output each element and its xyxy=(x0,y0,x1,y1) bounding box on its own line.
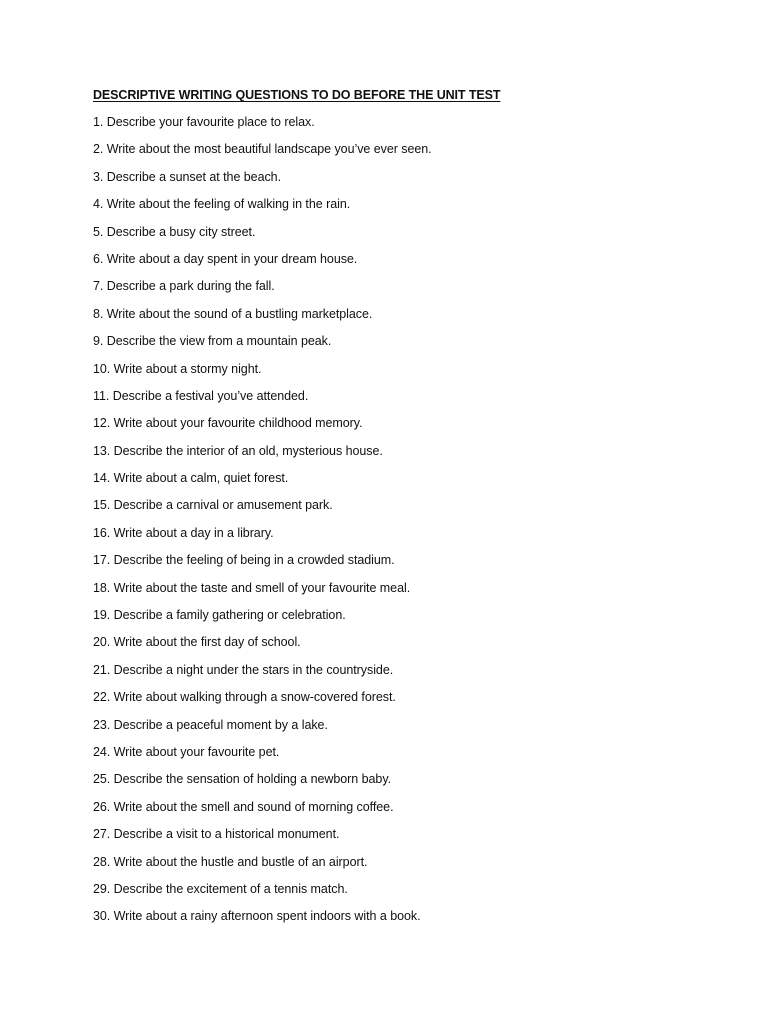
question-item: 4. Write about the feeling of walking in the rain. xyxy=(93,197,351,212)
question-item: 22. Write about walking through a snow-covered forest. xyxy=(93,690,396,705)
question-item: 25. Describe the sensation of holding a newborn baby. xyxy=(93,772,392,787)
question-item: 17. Describe the feeling of being in a crowded stadium. xyxy=(93,553,395,568)
document-title: DESCRIPTIVE WRITING QUESTIONS TO DO BEFORE THE UNIT TEST xyxy=(93,88,501,102)
question-item: 24. Write about your favourite pet. xyxy=(93,744,280,759)
question-item: 15. Describe a carnival or amusement park. xyxy=(93,498,333,513)
question-item: 3. Describe a sunset at the beach. xyxy=(93,169,281,184)
question-item: 8. Write about the sound of a bustling marketplace. xyxy=(93,306,373,321)
question-item: 16. Write about a day in a library. xyxy=(93,525,274,540)
question-item: 2. Write about the most beautiful landscape you’ve ever seen. xyxy=(93,142,432,157)
question-item: 27. Describe a visit to a historical monument. xyxy=(93,827,340,842)
question-list xyxy=(93,114,432,936)
question-item: 18. Write about the taste and smell of your favourite meal. xyxy=(93,580,411,595)
question-item: 19. Describe a family gathering or celebration. xyxy=(93,608,346,623)
question-item: 7. Describe a park during the fall. xyxy=(93,279,275,294)
question-item: 13. Describe the interior of an old, mysterious house. xyxy=(93,443,383,458)
question-item: 29. Describe the excitement of a tennis match. xyxy=(93,881,348,896)
question-item: 12. Write about your favourite childhood memory. xyxy=(93,416,363,431)
question-item: 9. Describe the view from a mountain peak. xyxy=(93,334,332,349)
question-item: 6. Write about a day spent in your dream house. xyxy=(93,251,358,266)
question-item: 14. Write about a calm, quiet forest. xyxy=(93,471,289,486)
question-item: 1. Describe your favourite place to relax. xyxy=(93,115,315,129)
question-item: 28. Write about the hustle and bustle of an airport. xyxy=(93,854,368,869)
question-item: 26. Write about the smell and sound of morning coffee. xyxy=(93,799,394,814)
question-item: 20. Write about the first day of school. xyxy=(93,635,301,650)
question-item: 30. Write about a rainy afternoon spent indoors with a book. xyxy=(93,909,421,924)
question-item: 5. Describe a busy city street. xyxy=(93,224,256,239)
question-item: 10. Write about a stormy night. xyxy=(93,361,262,376)
question-item: 23. Describe a peaceful moment by a lake. xyxy=(93,717,328,732)
question-item: 21. Describe a night under the stars in the countryside. xyxy=(93,662,394,677)
question-item: 11. Describe a festival you’ve attended. xyxy=(93,388,309,403)
